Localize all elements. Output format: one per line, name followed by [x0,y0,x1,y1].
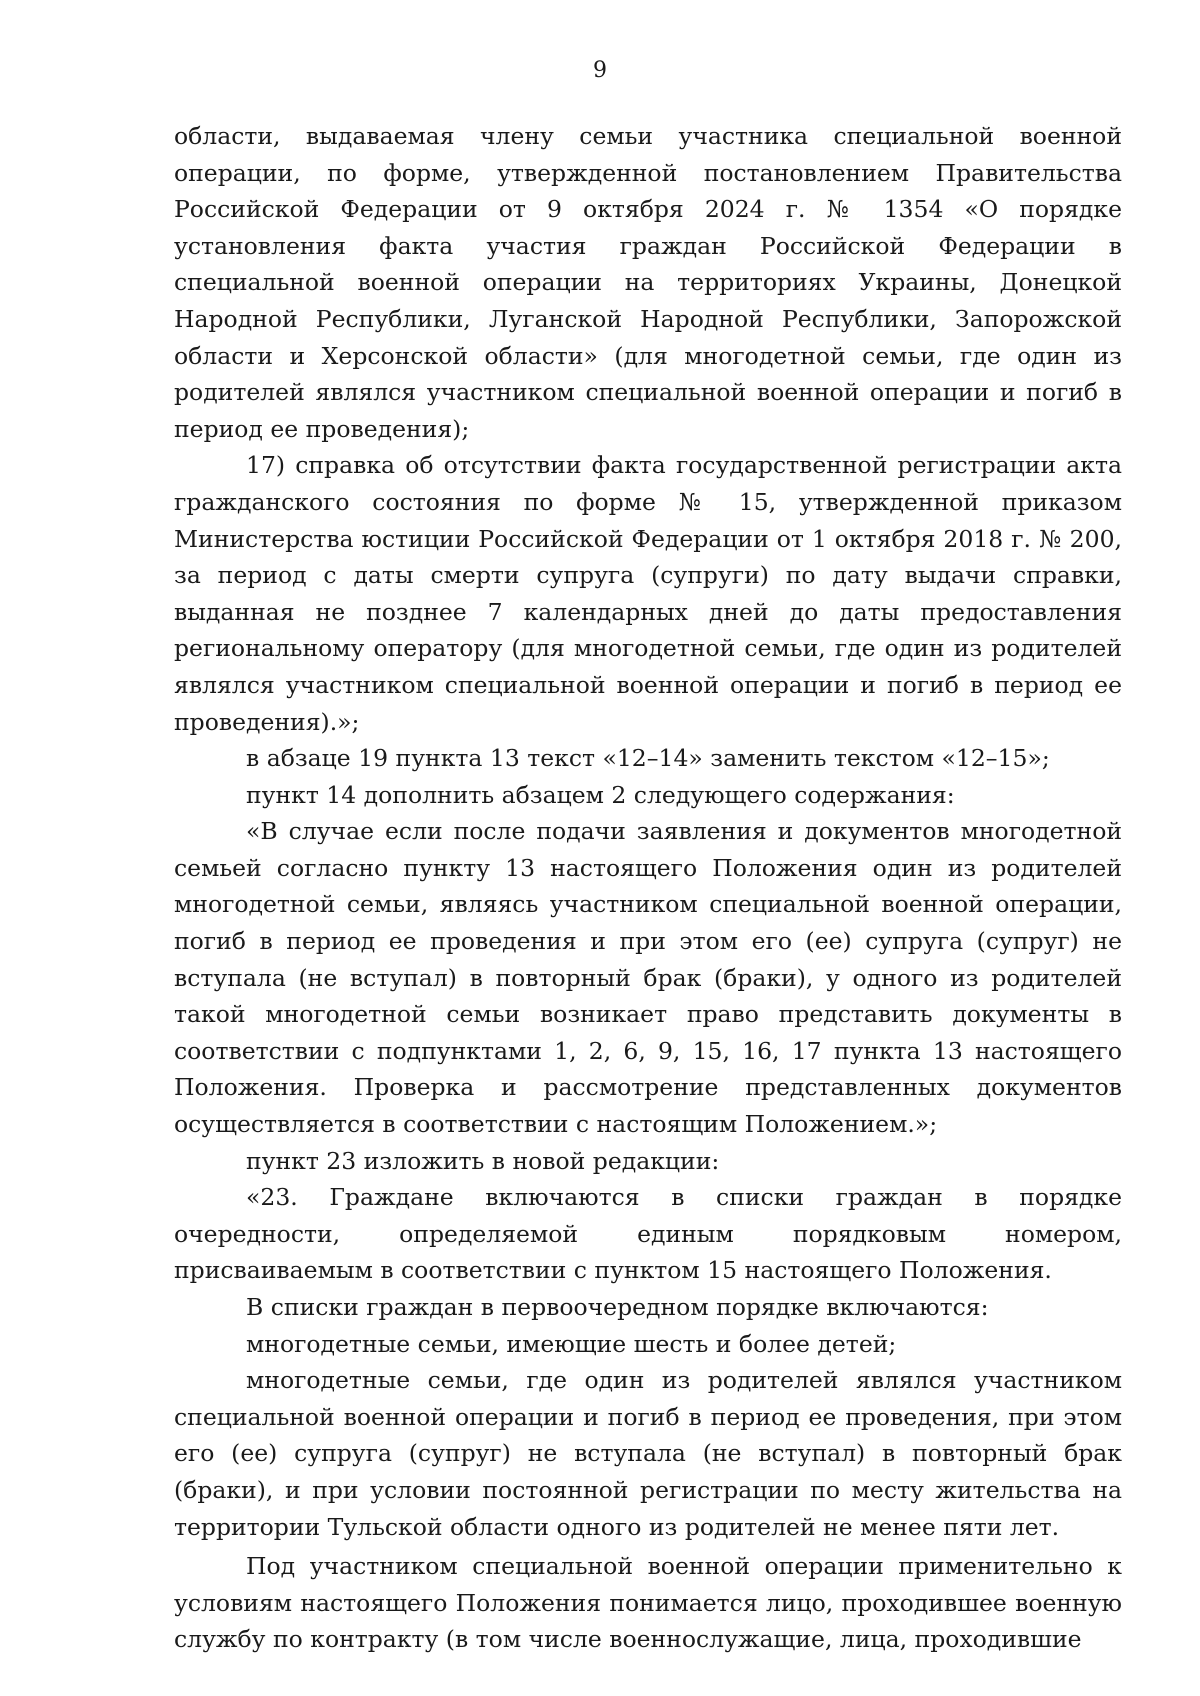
paragraph-priority-lists: В списки граждан в первоочередном порядке включаются: [246,1293,989,1321]
paragraph-svo-definition: Под участником специальной военной операции применительно к условиям настоящего Положения понимается лицо, проходившее военную службу по контракту (в том числе военнослужащие, лица, проходившие [174,1552,1122,1654]
paragraph-amend-point-23: пункт 23 изложить в новой редакции: [246,1146,720,1175]
paragraph-svo-families: многодетные семьи, где один из родителей являлся участником специальной военной операции и погиб в период ее проведения, при этом его (ее) супруга (супруг) не вступала (не вступал) в повторный брак (браки), и при условии постоянной регистрации по месту жительства на территории Тульской области одного из родителей не менее пяти лет. [174,1366,1122,1541]
paragraph-six-children: многодетные семьи, имеющие шесть и более детей; [246,1329,897,1358]
paragraph-amend-point-14: пункт 14 дополнить абзацем 2 следующего содержания: [246,780,955,809]
paragraph-point-14-addition: «В случае если после подачи заявления и документов многодетной семьей согласно пункту 13 настоящего Положения один из родителей многодетной семьи, являясь участником специальной военной операции, погиб в период ее проведения и при этом его (ее) супруга (супруг) не вступала (не вступал) в повторный брак (браки), у одного из родителей такой многодетной семьи возникает право представить документы в соответствии с подпунктами 1, 2, 6, 9, 15, 16, 17 пункта 13 настоящего Положения. Проверка и рассмотрение представленных документов осуществляется в соответствии с настоящим Положением.»; [174,817,1122,1139]
document-body [174,118,1122,1658]
paragraph-item-17: 17) справка об отсутствии факта государственной регистрации акта гражданского состояния по форме № 15, утвержденной приказом Министерства юстиции Российской Федерации от 1 октября 2018 г. № 200, за период с даты смерти супруга (супруги) по дату выдачи справки, выданная не позднее 7 календарных дней до даты предоставления региональному оператору (для многодетной семьи, где один из родителей являлся участником специальной военной операции и погиб в период ее проведения).»; [174,451,1122,736]
paragraph-amend-point-13: в абзаце 19 пункта 13 текст «12–14» заменить текстом «12–15»; [246,744,1050,773]
paragraph-point-23-text: «23. Граждане включаются в списки граждан в порядке очередности, определяемой единым порядковым номером, присваиваемым в соответствии с пунктом 15 настоящего Положения. [174,1183,1122,1285]
paragraph-continuation: области, выдаваемая члену семьи участника специальной военной операции, по форме, утвержденной постановлением Правительства Российской Федерации от 9 октября 2024 г. № 1354 «О порядке установления факта участия граждан Российской Федерации в специальной военной операции на территориях Украины, Донецкой Народной Республики, Луганской Народной Республики, Запорожской области и Херсонской области» (для многодетной семьи, где один из родителей являлся участником специальной военной операции и погиб в период ее проведения); [174,122,1122,443]
page-number: 9 [593,58,607,83]
